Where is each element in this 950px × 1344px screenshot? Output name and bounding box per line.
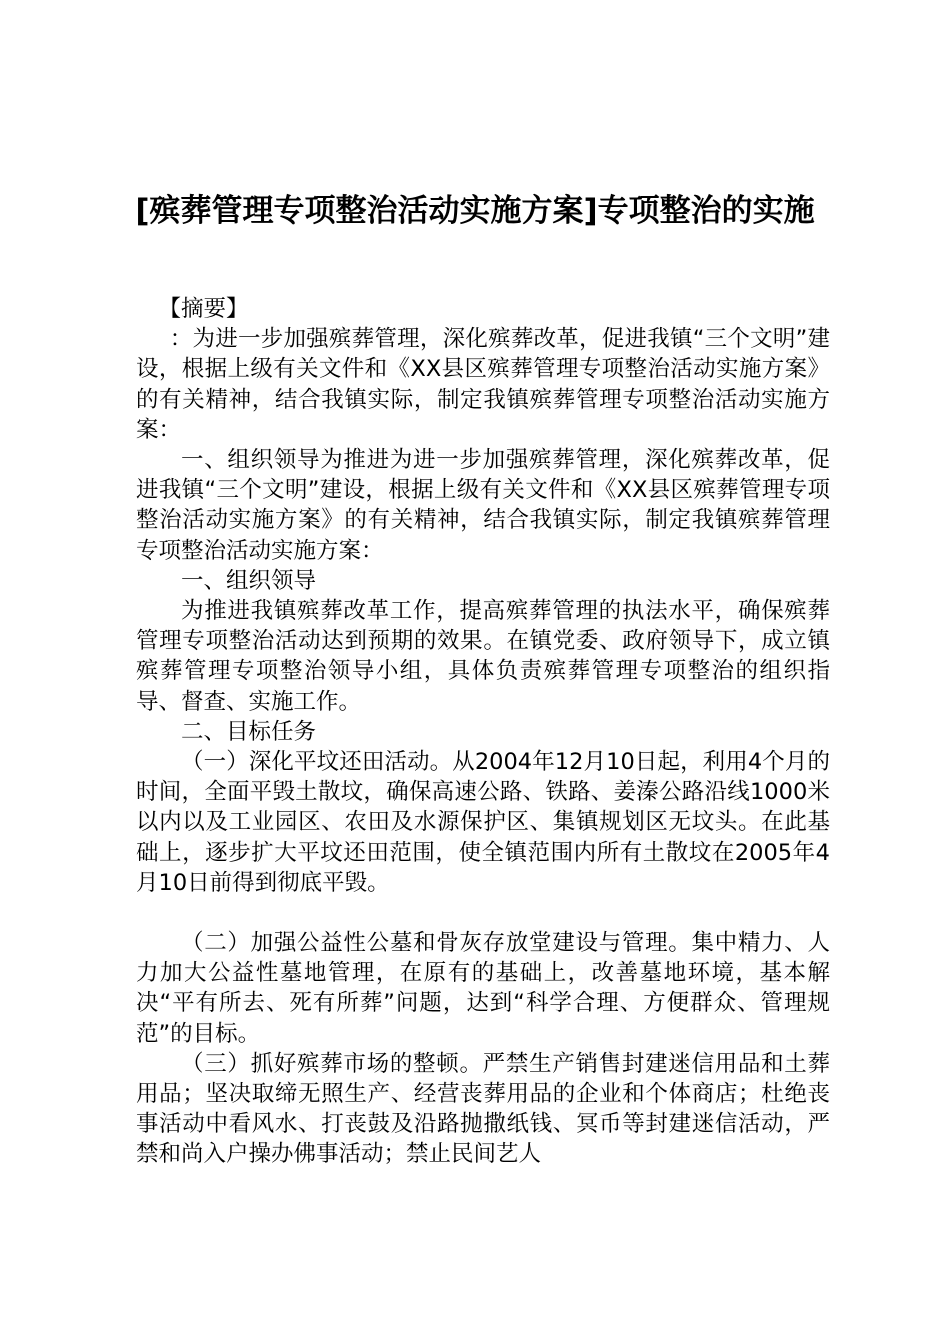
paragraph-organization-repeat: 一、组织领导为推进为进一步加强殡葬管理，深化殡葬改革，促进我镇“三个文明”建设，根据上级有关文件和《XX县区殡葬管理专项整治活动实施方案》的有关精神，结合我镇实际，制定我镇殡葬管理专项整治活动实施方案： [136, 447, 830, 564]
paragraph-spacer [136, 898, 830, 928]
paragraph-goal-3: （三）抓好殡葬市场的整顿。严禁生产销售封建迷信用品和土葬用品；坚决取缔无照生产、经营丧葬用品的企业和个体商店；杜绝丧事活动中看风水、打丧鼓及沿路抛撒纸钱、冥币等封建迷信活动，严禁和尚入户操办佛事活动；禁止民间艺人 [136, 1050, 830, 1168]
paragraph-goal-1: （一）深化平坟还田活动。从2004年12月10日起，利用4个月的时间，全面平毁土散坟，确保高速公路、铁路、姜溱公路沿线1000米以内以及工业园区、农田及水源保护区、集镇规划区无坟头。在此基础上，逐步扩大平坟还田范围，使全镇范围内所有土散坟在2005年4月10日前得到彻底平毁。 [136, 749, 830, 896]
section-heading-organization: 一、组织领导 [181, 567, 317, 594]
paragraph-intro: ：为进一步加强殡葬管理，深化殡葬改革，促进我镇“三个文明”建设，根据上级有关文件和《XX县区殡葬管理专项整治活动实施方案》的有关精神，结合我镇实际，制定我镇殡葬管理专项整治活动实施方案： [136, 326, 830, 443]
document-title: [殡葬管理专项整治活动实施方案]专项整治的实施 [135, 193, 815, 229]
paragraph-goal-2: （二）加强公益性公墓和骨灰存放堂建设与管理。集中精力、人力加大公益性墓地管理，在原有的基础上，改善墓地环境，基本解决“平有所去、死有所葬”问题，达到“科学合理、方便群众、管理规范”的目标。 [136, 930, 830, 1047]
paragraph-organization: 为推进我镇殡葬改革工作，提高殡葬管理的执法水平，确保殡葬管理专项整治活动达到预期的效果。在镇党委、政府领导下，成立镇殡葬管理专项整治领导小组，具体负责殡葬管理专项整治的组织指导、督查、实施工作。 [136, 598, 830, 715]
summary-label: 【摘要】 [158, 296, 249, 322]
section-heading-goals: 二、目标任务 [181, 718, 317, 745]
document-body [136, 294, 830, 1170]
